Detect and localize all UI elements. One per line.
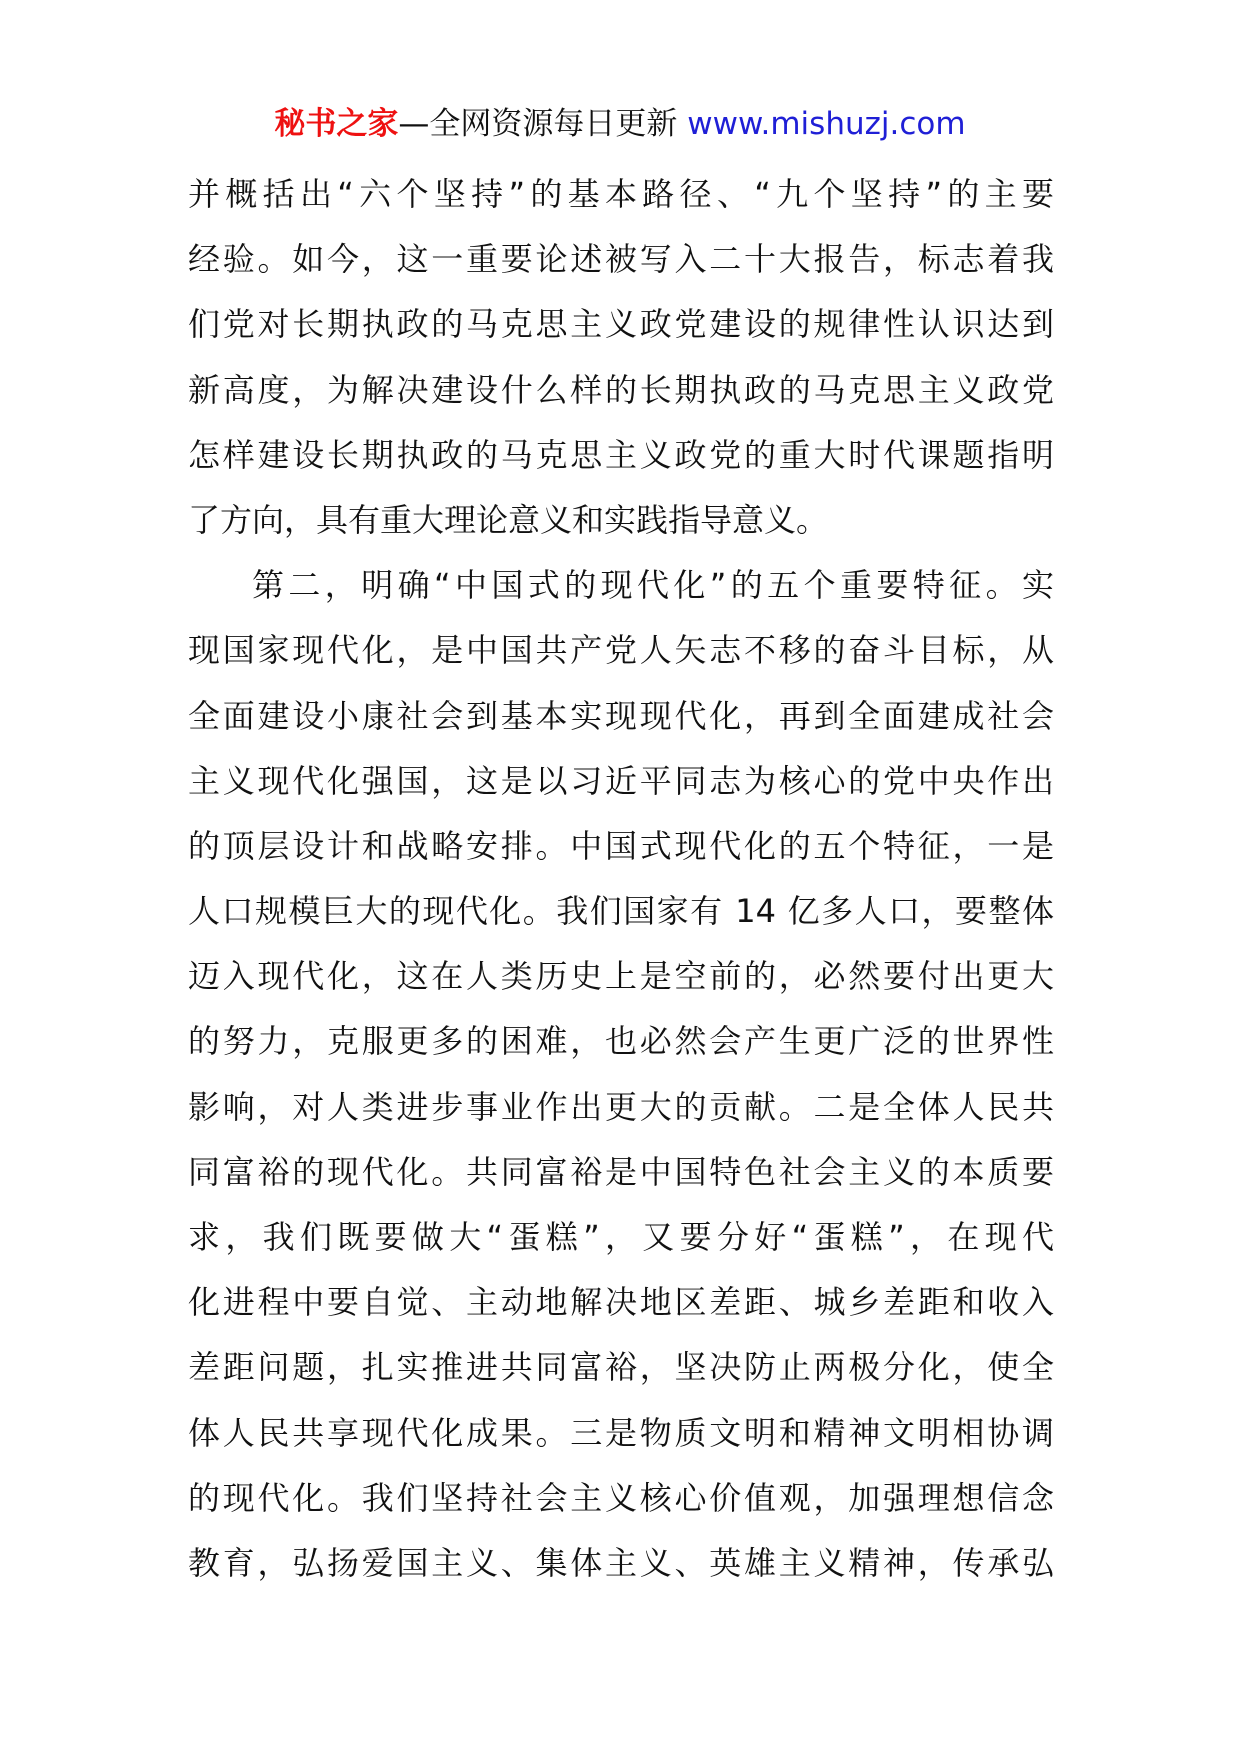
body-line: 怎样建设长期执政的马克思主义政党的重大时代课题指明 [188,435,1054,474]
body-line: 了方向，具有重大理论意义和实践指导意义。 [188,500,829,539]
body-line: 求，我们既要做大“蛋糕”，又要分好“蛋糕”，在现代 [188,1218,1054,1256]
body-line: 化进程中要自觉、主动地解决地区差距、城乡差距和收入 [188,1283,1054,1322]
body-line: 差距问题，扎实推进共同富裕，坚决防止两极分化，使全 [188,1348,1054,1387]
body-line: 现国家现代化，是中国共产党人矢志不移的奋斗目标，从 [188,631,1054,670]
body-line: 全面建设小康社会到基本实现现代化，再到全面建成社会 [188,696,1054,735]
document-body [188,162,1054,1596]
header-brand: 秘书之家 [274,106,399,142]
body-line: 教育，弘扬爱国主义、集体主义、英雄主义精神，传承弘 [188,1543,1054,1582]
body-line: 的现代化。我们坚持社会主义核心价值观，加强理想信念 [188,1478,1054,1517]
body-line: 主义现代化强国，这是以习近平同志为核心的党中央作出 [188,761,1054,800]
body-line: 第二，明确“中国式的现代化”的五个重要特征。实 [252,566,1054,605]
body-line: 的努力，克服更多的困难，也必然会产生更广泛的世界性 [188,1022,1054,1061]
header-url-link[interactable]: www.mishuzj.com [687,106,966,142]
page-header [0,100,1240,148]
body-line: 迈入现代化，这在人类历史上是空前的，必然要付出更大 [188,957,1054,996]
header-tagline: —全网资源每日更新 [398,106,678,142]
body-line: 们党对长期执政的马克思主义政党建设的规律性认识达到 [188,305,1054,344]
body-line: 并概括出“六个坚持”的基本路径、“九个坚持”的主要 [188,175,1054,213]
body-line: 同富裕的现代化。共同富裕是中国特色社会主义的本质要 [188,1152,1054,1191]
body-line: 人口规模巨大的现代化。我们国家有 14 亿多人口，要整体 [188,892,1054,931]
body-line: 新高度，为解决建设什么样的长期执政的马克思主义政党 [188,370,1054,409]
body-line: 影响，对人类进步事业作出更大的贡献。二是全体人民共 [188,1087,1054,1126]
body-line: 的顶层设计和战略安排。中国式现代化的五个特征，一是 [188,826,1054,865]
body-line: 体人民共享现代化成果。三是物质文明和精神文明相协调 [188,1413,1054,1452]
body-line: 经验。如今，这一重要论述被写入二十大报告，标志着我 [188,240,1054,279]
